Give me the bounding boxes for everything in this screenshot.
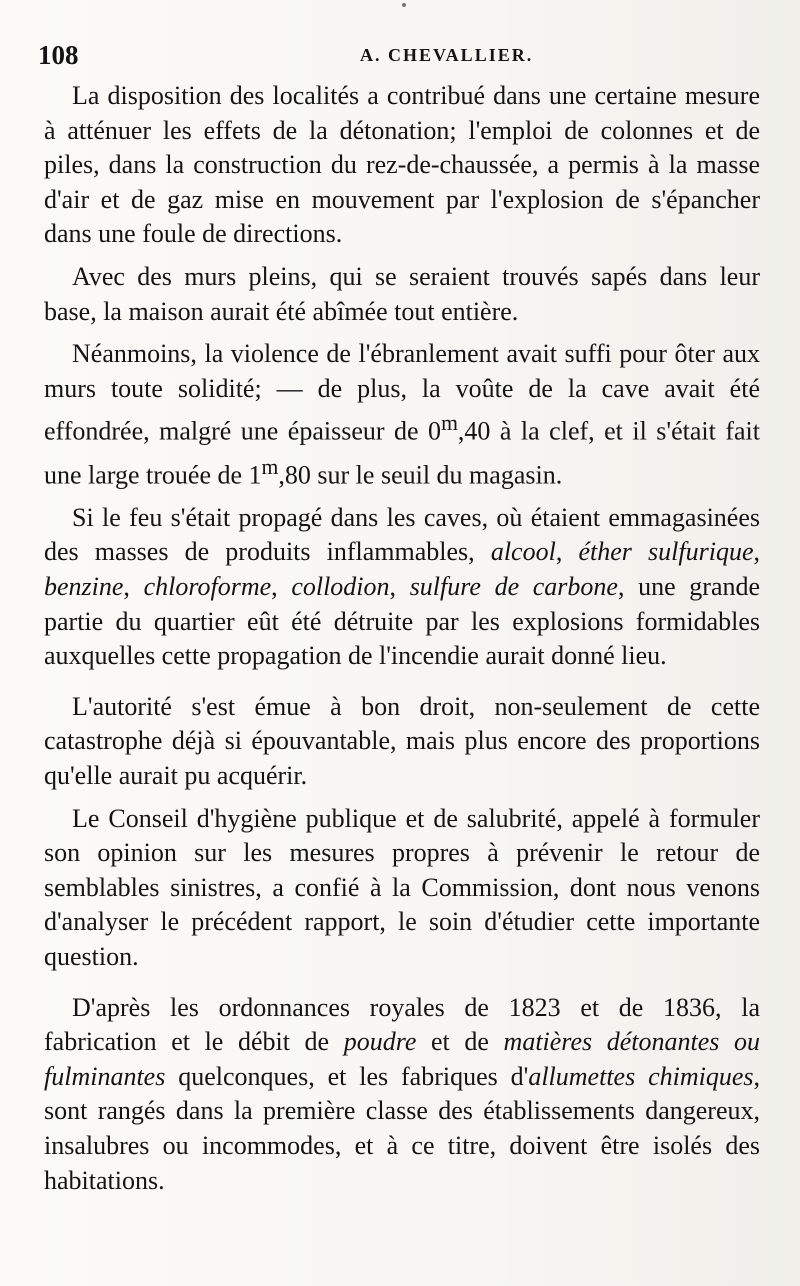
italic-term: poudre xyxy=(343,1027,417,1057)
italic-term: chloroforme xyxy=(143,572,272,602)
text-run: et de xyxy=(416,1027,504,1057)
text-run: ,80 sur le seuil du magasin. xyxy=(278,460,563,490)
text-run: Si le feu s'était propagé dans les caves, où étaient emmagasinées des masses de produits inflammables, xyxy=(44,502,760,567)
italic-term: benzine xyxy=(44,572,124,602)
text-run: , une grande partie du quartier eût été détruite par les explosions formidables auxquelles cette propagation de l'incendie aurait donné lieu. xyxy=(44,572,761,671)
running-head: A. CHEVALLIER. xyxy=(360,45,534,65)
italic-term: matières détonantes ou fulminantes xyxy=(44,1027,760,1091)
text-run: La disposition des localités a contribué dans une certaine mesure à atténuer les effets de la détonation; l'emploi de colonnes et de piles, dans la construction du rez-de-chaussée, a permis à la masse d'air et de gaz mise en mouvement par l'explosion de s'épancher dans une foule de directions. xyxy=(44,81,760,249)
text-run: D'après les ordonnances royales de 1823 et de 1836, la fabrication et le débit de xyxy=(44,992,760,1057)
text-run: , xyxy=(123,572,144,602)
body-text xyxy=(44,79,760,1206)
paragraph-ordonnances xyxy=(44,991,760,1199)
text-run: L'autorité s'est émue à bon droit, non-seulement de cette catastrophe déjà si épouvantable, mais plus encore des proportions qu'elle aurait pu acquérir. xyxy=(44,691,760,790)
paragraph-murs-pleins xyxy=(44,260,760,329)
text-run: , xyxy=(389,572,410,602)
paragraph-autorite xyxy=(44,690,760,794)
paragraph-si-le-feu xyxy=(44,501,760,674)
page-number: 108 xyxy=(38,40,79,70)
italic-term: alcool xyxy=(490,537,556,567)
text-run: Avec des murs pleins, qui se seraient trouvés sapés dans leur base, la maison aurait été abîmée tout entière. xyxy=(44,261,760,326)
text-run: , sont rangés dans la première classe des établissements dangereux, insalubres ou incommodes, et à ce titre, doivent être isolés des habitations. xyxy=(44,1061,761,1195)
text-run: , xyxy=(271,572,292,602)
unit-superscript: m xyxy=(261,454,279,479)
paragraph-neanmoins xyxy=(44,337,760,493)
italic-term: sulfure de carbone xyxy=(409,572,618,602)
italic-term: éther sulfurique xyxy=(578,537,754,567)
unit-superscript: m xyxy=(441,411,458,436)
italic-term: collodion xyxy=(291,572,390,602)
text-run: quelconques, et les fabriques d' xyxy=(165,1061,529,1091)
text-run: , xyxy=(555,537,579,567)
paragraph-disposition xyxy=(44,79,760,252)
text-run: Le Conseil d'hygiène publique et de salubrité, appelé à formuler son opinion sur les mesures propres à prévenir le retour de semblables sinistres, a confié à la Commission, dont nous venons d'analyser le précédent rapport, le soin d'étudier cette importante question. xyxy=(44,803,760,971)
italic-term: allumettes chimiques xyxy=(528,1061,754,1091)
text-run: , xyxy=(753,537,760,567)
print-speck xyxy=(402,3,406,7)
page-header xyxy=(38,40,758,70)
text-run: Néanmoins, la violence de l'ébranlement avait suffi pour ôter aux murs toute solidité; — de plus, la voûte de la cave avait été effondrée, malgré une épaisseur de 0 xyxy=(44,339,760,446)
text-run: ,40 à la clef, et il s'était fait une large trouée de 1 xyxy=(44,417,760,490)
paragraph-conseil xyxy=(44,802,760,975)
